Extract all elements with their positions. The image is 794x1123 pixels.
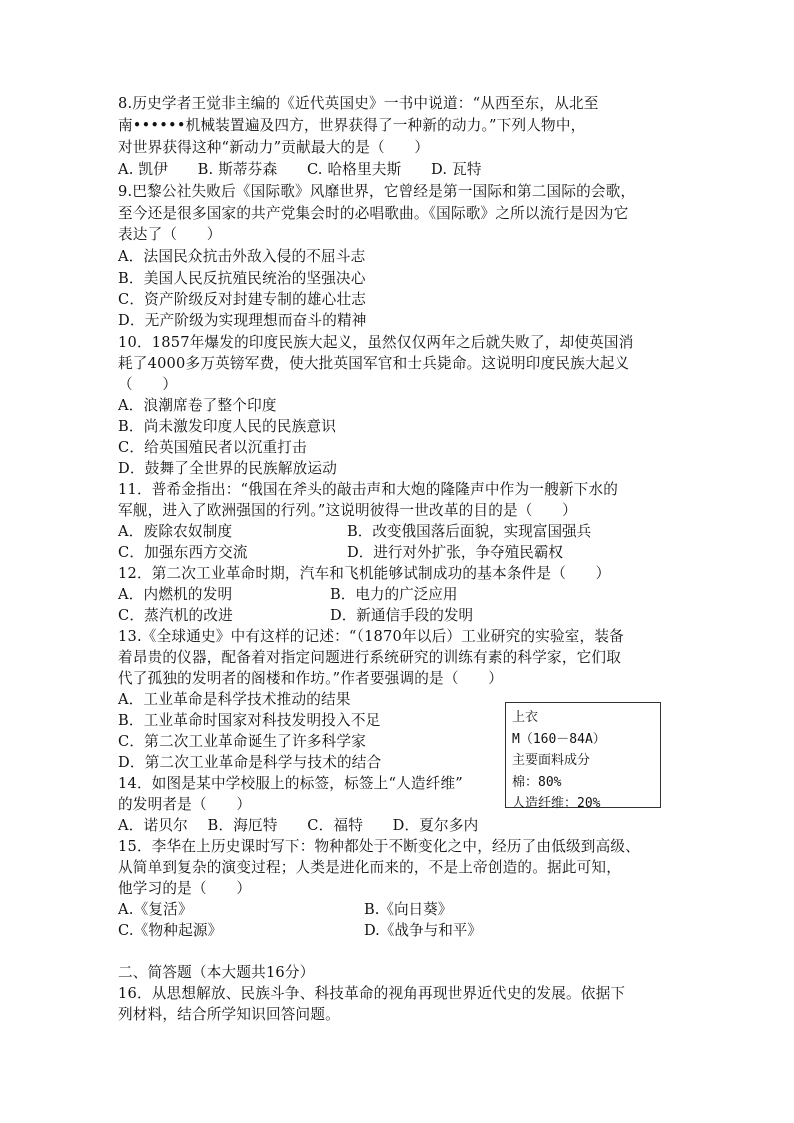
q11-option-c: C．加强东西方交流 xyxy=(118,544,248,561)
q13-stem-line-3: 代了孤独的发明者的阁楼和作坊。”作者要强调的是（ ） xyxy=(118,670,504,687)
q13-stem-line-2: 着昂贵的仪器，配备着对指定问题进行系统研究的训练有素的科学家，它们取 xyxy=(118,649,621,666)
q11-stem-line-2: 军舰，进入了欧洲强国的行列。”这说明彼得一世改革的目的是（ ） xyxy=(118,502,577,519)
q10-stem-line-2: 耗了4000多万英镑军费，使大批英国军官和士兵毙命。这说明印度民族大起义 xyxy=(118,355,630,372)
q12-option-a: A．内燃机的发明 xyxy=(118,586,233,603)
q15-option-c: C.《物种起源》 xyxy=(118,922,223,939)
q9-stem-line-2: 至今还是很多国家的共产党集会时的必唱歌曲。《国际歌》之所以流行是因为它 xyxy=(118,205,629,222)
q15-stem-line-2: 从简单到复杂的演变过程；人类是进化而来的，不是上帝创造的。据此可知， xyxy=(118,859,621,876)
q8-stem-line-3: 对世界获得这种“新动力”贡献最大的是（ ） xyxy=(118,139,430,156)
q9-stem-line-3: 表达了（ ） xyxy=(118,226,222,243)
q9-option-a: A．法国民众抗击外敌入侵的不屈斗志 xyxy=(118,248,366,265)
q9-option-c: C．资产阶级反对封建专制的雄心壮志 xyxy=(118,291,367,308)
q10-option-d: D．鼓舞了全世界的民族解放运动 xyxy=(118,460,338,477)
garment-label-figure xyxy=(505,702,661,811)
label-line-synthetic: 人造纤维：20% xyxy=(512,796,601,811)
q16-stem-line-2: 列材料，结合所学知识回答问题。 xyxy=(118,1006,340,1023)
q8-stem-line-2: 南••••••机械装置遍及四方，世界获得了一种新的动力。”下列人物中， xyxy=(118,117,586,134)
q10-stem-line-3: （ ） xyxy=(118,376,178,393)
q11-option-a: A．废除农奴制度 xyxy=(118,523,233,540)
label-line-fabric-title: 主要面料成分 xyxy=(512,753,591,768)
q12-option-b: B．电力的广泛应用 xyxy=(330,586,458,603)
q15-option-d: D.《战争与和平》 xyxy=(364,922,482,939)
q10-stem-line-1: 10．1857年爆发的印度民族大起义，虽然仅仅两年之后就失败了，却使英国消 xyxy=(118,334,634,351)
q15-option-b: B.《向日葵》 xyxy=(364,901,453,918)
q9-option-d: D．无产阶级为实现理想而奋斗的精神 xyxy=(118,312,367,329)
label-line-garment: 上衣 xyxy=(512,710,539,725)
label-line-size: M（160－84A） xyxy=(512,731,606,747)
q9-stem-line-1: 9.巴黎公社失败后《国际歌》风靡世界，它曾经是第一国际和第二国际的会歌， xyxy=(118,183,636,200)
q11-stem-line-1: 11．普希金指出：“俄国在斧头的敲击声和大炮的隆隆声中作为一艘新下水的 xyxy=(118,481,619,498)
section2-heading: 二、简答题（本大题共16分） xyxy=(118,964,315,981)
q10-option-b: B．尚未激发印度人民的民族意识 xyxy=(118,418,337,435)
q12-option-d: D．新通信手段的发明 xyxy=(330,607,474,624)
q11-option-d: D．进行对外扩张，争夺殖民霸权 xyxy=(347,544,564,561)
q10-option-a: A．浪潮席卷了整个印度 xyxy=(118,397,277,414)
q15-option-a: A.《复活》 xyxy=(118,901,193,918)
q13-option-a: A．工业革命是科学技术推动的结果 xyxy=(118,691,351,708)
q8-stem-line-1: 8.历史学者王觉非主编的《近代英国史》一书中说道：“从西至东，从北至 xyxy=(118,95,599,112)
q15-stem-line-1: 15．李华在上历史课时写下：物种都处于不断变化之中，经历了由低级到高级、 xyxy=(118,838,640,855)
q13-option-d: D．第二次工业革命是科学与技术的结合 xyxy=(118,754,382,771)
q11-option-b: B．改变俄国落后面貌，实现富国强兵 xyxy=(347,523,592,540)
q14-stem-line-1: 14．如图是某中学校服上的标签，标签上“人造纤维” xyxy=(118,775,463,792)
q15-stem-line-3: 他学习的是（ ） xyxy=(118,880,252,897)
q12-stem: 12．第二次工业革命时期，汽车和飞机能够试制成功的基本条件是（ ） xyxy=(118,565,611,582)
q14-stem-line-2: 的发明者是（ ） xyxy=(118,796,252,813)
q16-stem-line-1: 16．从思想解放、民族斗争、科技革命的视角再现世界近代史的发展。依据下 xyxy=(118,985,626,1002)
q10-option-c: C．给英国殖民者以沉重打击 xyxy=(118,439,307,456)
q13-option-c: C．第二次工业革命诞生了许多科学家 xyxy=(118,733,367,750)
q14-options: A．诺贝尔 B．海厄特 C．福特 D．夏尔多内 xyxy=(118,817,479,834)
q13-stem-line-1: 13.《全球通史》中有这样的记述：“（1870年以后）工业研究的实验室，装备 xyxy=(118,628,624,645)
q13-option-b: B．工业革命时国家对科技发明投入不足 xyxy=(118,712,381,729)
q8-options: A. 凯伊 B. 斯蒂芬森 C. 哈格里夫斯 D. 瓦特 xyxy=(118,161,482,178)
q9-option-b: B．美国人民反抗殖民统治的坚强决心 xyxy=(118,270,366,287)
label-line-cotton: 棉：80% xyxy=(512,774,562,790)
q12-option-c: C．蒸汽机的改进 xyxy=(118,607,233,624)
